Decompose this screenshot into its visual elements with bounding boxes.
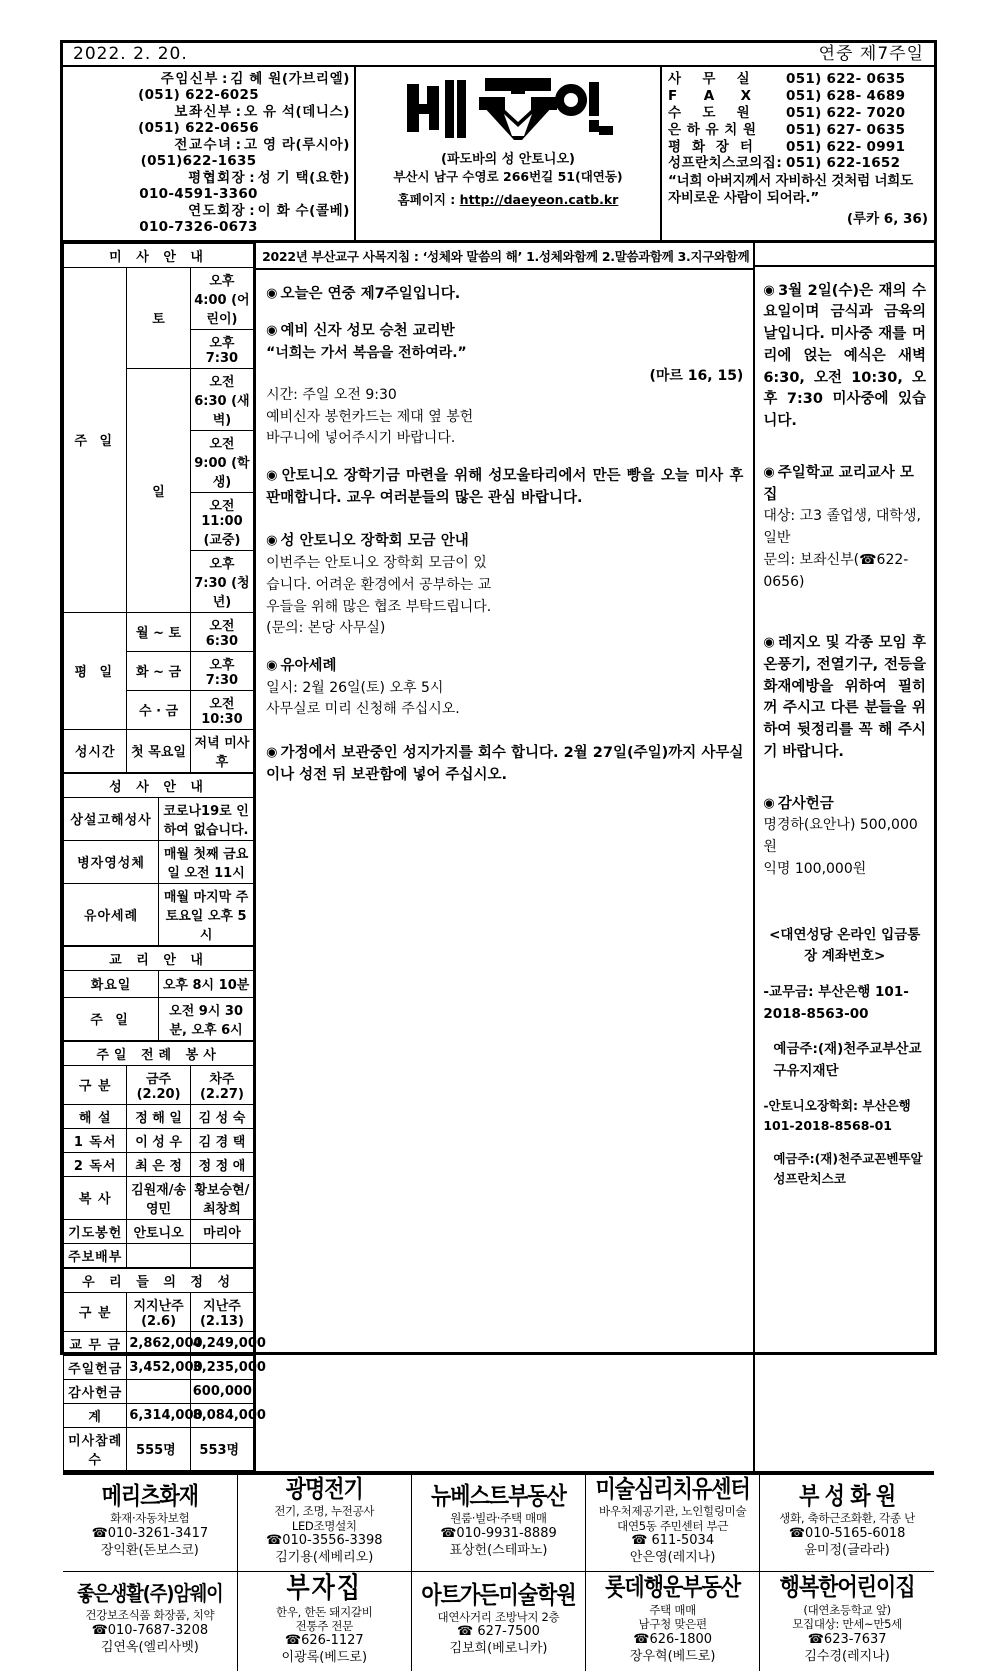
parish-patron: (파도바의 성 안토니오) [441, 152, 575, 167]
mass-weekday-days: 월 ~ 토 [127, 612, 190, 651]
ad-contact-person: 윤미정(글라라) [804, 1542, 890, 1558]
bullet-icon: ◉ [266, 657, 278, 673]
mass-weekday-label: 평 일 [64, 612, 127, 729]
offering-category: 계 [64, 1403, 127, 1427]
staff-phone: (051) 622-6025 [138, 87, 259, 104]
announcement-heading: 3월 2일(수)은 재의 수요일이며 금식과 금육의 날입니다. 미사중 재를 머리에 얹는 예식은 새벽 6:30, 오전 10:30, 오후 7:30 미사중에 있습니다. [763, 282, 926, 430]
holy-hour-time: 저녁 미사 후 [190, 729, 253, 772]
mass-sunday-day-label: 일 [127, 368, 190, 612]
sacrament-label: 상설고해성사 [64, 797, 159, 840]
service-role: 복 사 [64, 1176, 127, 1219]
staff-name: 이 화 수(콜베) [257, 202, 350, 219]
staff-entry: 평협회장 : 성 기 택(요한) 010-4591-3360 [69, 170, 350, 203]
contact-label: 수 도 원 [668, 104, 751, 121]
ad-cell[interactable] [237, 1571, 411, 1671]
mass-time: 오후 7:30 [190, 651, 253, 690]
bullet-icon: ◉ [266, 533, 278, 549]
announcements-column-middle [256, 243, 755, 1471]
schedule-column [63, 243, 266, 1471]
staff-phone: 010-7326-0673 [139, 219, 258, 236]
staff-name: 성 기 택(요한) [257, 169, 350, 186]
announcement-line: 예비신자 봉헌카드는 제대 옆 봉헌 [266, 408, 474, 425]
ad-cell[interactable] [760, 1474, 934, 1571]
announcement-item [763, 463, 926, 593]
bank-account-title: <대연성당 온라인 입금통장 계좌번호> [769, 926, 921, 965]
ad-phone: ☎010-9931-8889 [440, 1525, 557, 1541]
mass-time: 오전 6:30 [190, 612, 253, 651]
offering-amount-prev2 [127, 1379, 190, 1403]
ad-contact-person: 김연옥(엘리사벳) [100, 1639, 199, 1655]
announcement-item [763, 633, 926, 764]
offering-amount-prev1: 600,000 [190, 1379, 253, 1403]
announcement-item [266, 656, 743, 721]
staff-entry: 연도회장 : 이 화 수(콜베) 010-7326-0673 [69, 203, 350, 236]
advertisement-section [63, 1471, 934, 1671]
offering-category: 교 무 금 [64, 1331, 127, 1355]
announcement-line: (문의: 본당 사무실) [266, 620, 386, 637]
offering-col-header: 지난주(2.13) [190, 1292, 253, 1331]
catechism-value: 오후 8시 10분 [159, 970, 254, 997]
parish-address: 부산시 남구 수영로 266번길 51(대연동) [393, 168, 623, 184]
mass-time: 오후 4:00 (어린이) [190, 267, 253, 329]
ad-cell[interactable] [411, 1474, 585, 1571]
ad-contact-person: 장우혁(베드로) [629, 1648, 716, 1664]
ad-contact-person: 김기용(세베리오) [275, 1549, 374, 1565]
mass-time: 오후 7:30 [190, 329, 253, 368]
parish-identity-block [356, 67, 662, 240]
ad-cell[interactable] [63, 1571, 237, 1671]
staff-role: 평협회장 [188, 169, 247, 186]
service-role: 해 설 [64, 1104, 127, 1128]
bullet-icon: ◉ [266, 467, 279, 483]
announcement-item [266, 531, 743, 640]
service-table-title: 주일 전례 봉사 [64, 1041, 254, 1065]
ad-business-name: 메리츠화재 [101, 1481, 199, 1510]
announcement-line: 문의: 보좌신부(☎622-0656) [763, 551, 909, 590]
contact-entry [668, 122, 928, 139]
offering-amount-prev2: 3,452,000 [127, 1355, 190, 1379]
ad-contact-person: 김수경(레지나) [804, 1648, 890, 1664]
staff-phone: 010-4591-3360 [139, 186, 258, 203]
announcement-item [266, 466, 743, 510]
ad-phone: ☎ 611-5034 [631, 1532, 715, 1548]
mass-time: 오전 11:00 (교중) [190, 492, 253, 550]
offering-amount-prev1: 3,235,000 [190, 1355, 253, 1379]
offering-table [63, 1268, 266, 1471]
announcement-line: 일시: 2월 26일(토) 오후 5시 [266, 679, 444, 696]
ad-description: 생화, 축하근조화환, 각종 난 [779, 1511, 915, 1526]
bulletin-body [63, 243, 934, 1471]
service-this-week: 김원재/송영민 [127, 1176, 190, 1219]
contact-label: 평 화 장 터 [668, 138, 754, 155]
homepage-label: 홈페이지 : [397, 192, 456, 208]
bullet-icon: ◉ [763, 282, 776, 298]
scripture-reference: (루카 6, 36) [846, 211, 928, 227]
announcement-line: 습니다. 어려운 환경에서 공부하는 교 [266, 576, 492, 593]
ad-description: 바우처제공기관, 노인힐링미술 [599, 1504, 747, 1519]
announcement-heading: 예비 신자 성모 승천 교리반 [280, 323, 455, 340]
masthead [63, 67, 934, 243]
ad-description: 한우, 한돈 돼지갈비 [276, 1604, 373, 1619]
mass-time: 오전 10:30 [190, 690, 253, 729]
holy-hour-label: 성시간 [64, 729, 127, 772]
offering-category: 감사헌금 [64, 1379, 127, 1403]
advertisement-grid [63, 1474, 934, 1671]
announcement-quote: “너희는 가서 복음을 전하여라.” [266, 345, 467, 362]
announcement-quote-ref: (마르 16, 15) [649, 367, 744, 384]
attendance-prev2: 555명 [127, 1427, 190, 1470]
ad-phone: ☎ 627-7500 [457, 1624, 540, 1640]
scripture-verse: “너희 아버지께서 자비하신 것처럼 너희도 자비로운 사람이 되어라.” [668, 173, 913, 207]
announcement-line: 바구니에 넣어주시기 바랍니다. [266, 430, 456, 447]
ad-cell[interactable] [411, 1571, 585, 1671]
service-this-week [127, 1243, 190, 1267]
ad-cell[interactable] [237, 1474, 411, 1571]
service-next-week [190, 1243, 253, 1267]
staff-name: 오 유 석(데니스) [244, 103, 350, 120]
ad-business-name: 뉴베스트부동산 [430, 1481, 566, 1510]
ad-cell[interactable] [760, 1571, 934, 1671]
ad-description: 화재·자동차보험 [110, 1511, 190, 1526]
service-next-week: 정 정 애 [190, 1152, 253, 1176]
service-role: 1 독서 [64, 1128, 127, 1152]
service-this-week: 안토니오 [127, 1219, 190, 1243]
ad-cell[interactable] [63, 1474, 237, 1571]
ad-business-name: 광명전기 [285, 1474, 363, 1503]
announcement-heading: 유아세례 [280, 657, 337, 674]
bullet-icon: ◉ [763, 795, 775, 811]
ad-description: (대연초등학교 앞) [803, 1602, 891, 1617]
announcement-heading: 안토니오 장학기금 마련을 위해 성모울타리에서 만든 빵을 오늘 미사 후 판매합니다. 교우 여러분들의 많은 관심 바랍니다. [266, 467, 744, 506]
ad-business-name: 부 성 화 원 [799, 1481, 896, 1510]
sacrament-label: 유아세례 [64, 883, 159, 945]
ad-phone: ☎626-1800 [633, 1631, 713, 1647]
ad-contact-person: 표상헌(스테파노) [449, 1542, 548, 1558]
office-contact-block [662, 67, 934, 240]
mass-sunday-label: 주 일 [64, 267, 127, 612]
service-next-week: 김 성 숙 [190, 1104, 253, 1128]
contact-label: 은 하 유 치 원 [668, 121, 757, 138]
sacrament-value: 매월 첫째 금요일 오전 11시 [159, 840, 254, 883]
ad-row [63, 1474, 934, 1571]
contact-value: 051) 628- 4689 [786, 87, 906, 104]
offering-category: 주일헌금 [64, 1355, 127, 1379]
ad-business-name: 부자집 [286, 1571, 363, 1604]
staff-contact-block [63, 67, 356, 240]
mass-saturday-label: 토 [127, 267, 190, 368]
ad-phone: ☎010-7687-3208 [91, 1622, 209, 1638]
service-col-header: 구 분 [64, 1065, 127, 1104]
offering-table-title: 우 리 들 의 정 성 [64, 1268, 254, 1292]
offering-col-header: 구 분 [64, 1292, 127, 1331]
ad-business-name: 좋은생활(주)암웨이 [77, 1582, 223, 1607]
directive-spacer [755, 243, 934, 267]
contact-label: 성프란치스코의집: [668, 155, 783, 172]
ad-business-name: 아트가든미술학원 [421, 1580, 576, 1609]
bank-account-block [763, 925, 926, 1190]
ad-phone: ☎010-5165-6018 [788, 1525, 906, 1541]
contact-value: 051) 622- 0991 [786, 138, 906, 155]
contact-value: 051) 627- 0635 [786, 121, 906, 138]
homepage-link[interactable]: http://daeyeon.catb.kr [459, 192, 619, 208]
liturgical-season: 연중 제7주일 [818, 44, 924, 64]
holy-hour-day: 첫 목요일 [127, 729, 190, 772]
staff-entry: 보좌신부 : 오 유 석(데니스) (051) 622-0656 [69, 104, 350, 137]
offering-col-header: 지지난주(2.6) [127, 1292, 190, 1331]
announcement-item [763, 281, 926, 433]
catechism-value: 오전 9시 30분, 오후 6시 [159, 997, 254, 1040]
issue-date: 2022. 2. 20. [73, 44, 188, 64]
mass-time: 오전 6:30 (새벽) [190, 368, 253, 430]
ad-contact-person: 안은영(레지나) [629, 1549, 716, 1565]
ad-phone: ☎010-3261-3417 [91, 1525, 209, 1541]
ad-contact-person: 장익환(돈보스코) [100, 1542, 199, 1558]
announcement-item [266, 321, 743, 450]
announcement-item [763, 794, 926, 881]
staff-phone: (051) 622-0656 [138, 120, 259, 137]
parish-logo-daeyeon [360, 69, 656, 151]
ad-business-name: 행복한어린이집 [779, 1573, 915, 1602]
contact-entry [668, 155, 928, 172]
catechism-table [63, 946, 254, 1041]
contact-entry [668, 71, 928, 88]
ad-description: LED조명설치 [291, 1518, 357, 1533]
ad-phone: ☎626-1127 [284, 1633, 364, 1649]
announcement-heading: 성 안토니오 장학회 모금 안내 [280, 533, 469, 550]
staff-role: 전교수녀 [174, 136, 233, 153]
ad-cell[interactable] [586, 1474, 760, 1571]
ad-description: 모집대상: 만세~만5세 [792, 1617, 902, 1632]
service-role: 주보배부 [64, 1243, 127, 1267]
ad-phone: ☎623-7637 [807, 1631, 887, 1647]
announcement-line: 사무실로 미리 신청해 주십시오. [266, 701, 460, 718]
service-col-header: 차주(2.27) [190, 1065, 253, 1104]
ad-contact-person: 김보희(베로니카) [449, 1641, 548, 1657]
service-role: 2 독서 [64, 1152, 127, 1176]
bank-account-line: 예금주:(재)천주교꼰벤뚜알성프란치스코 [773, 1151, 923, 1187]
announcement-heading: 감사헌금 [777, 795, 834, 812]
ad-business-name: 롯데행운부동산 [605, 1573, 741, 1602]
bank-account-line: -안토니오장학회: 부산은행 101-2018-8568-01 [763, 1098, 911, 1134]
catechism-label: 화요일 [64, 970, 159, 997]
ad-description: 전기, 조명, 누전공사 [274, 1504, 375, 1519]
service-next-week: 마리아 [190, 1219, 253, 1243]
mass-weekday-days: 수 · 금 [127, 690, 190, 729]
staff-role: 보좌신부 [174, 103, 233, 120]
ad-phone: ☎010-3556-3398 [266, 1532, 383, 1548]
contact-value: 051) 622-1652 [786, 155, 901, 172]
service-role: 기도봉헌 [64, 1219, 127, 1243]
sacrament-label: 병자영성체 [64, 840, 159, 883]
ad-description: 대연사거리 조방낙지 2층 [437, 1610, 560, 1625]
announcement-line: 이번주는 안토니오 장학회 모금이 있 [266, 555, 487, 572]
donor-line: 명경하(요안나) 500,000원 [763, 817, 918, 856]
top-bar [63, 43, 934, 67]
service-col-header: 금주(2.20) [127, 1065, 190, 1104]
offering-amount-prev2: 6,314,000 [127, 1403, 190, 1427]
mass-time: 오전 9:00 (학생) [190, 430, 253, 492]
service-this-week: 정 해 일 [127, 1104, 190, 1128]
contact-entry [668, 88, 928, 105]
bank-account-line: 예금주:(재)천주교부산교구유지재단 [773, 1040, 922, 1079]
staff-role: 연도회장 [188, 202, 247, 219]
liturgical-service-table [63, 1041, 254, 1268]
contact-label: F A X [668, 87, 752, 104]
bulletin-frame [60, 40, 937, 1666]
attendance-prev1: 553명 [190, 1427, 253, 1470]
staff-entry: 주임신부 : 김 혜 원(가브리엘) (051) 622-6025 [69, 71, 350, 104]
bullet-icon: ◉ [266, 323, 278, 339]
staff-entry: 전교수녀 : 고 영 라(루시아) (051)622-1635 [69, 137, 350, 170]
mass-time: 오후 7:30 (청년) [190, 550, 253, 612]
donor-line: 익명 100,000원 [763, 860, 867, 877]
offering-category: 미사참례수 [64, 1427, 127, 1470]
ad-description: 주택 매매 [649, 1602, 696, 1617]
bullet-icon: ◉ [763, 464, 775, 480]
announcement-line: 시간: 주일 오전 9:30 [266, 386, 397, 403]
contact-entry [668, 105, 928, 122]
staff-phone: (051)622-1635 [140, 153, 257, 170]
announcements-column-right [755, 243, 934, 1471]
service-this-week: 이 성 우 [127, 1128, 190, 1152]
announcement-heading: 레지오 및 각종 모임 후 온풍기, 전열기구, 전등을 화재예방을 위하여 필히 꺼 주시고 다른 분들을 위하여 뒷정리를 꼭 해 주시기 바랍니다. [763, 635, 927, 760]
ad-description: 전통주 전문 [295, 1618, 353, 1633]
contact-entry [668, 139, 928, 156]
announcement-heading: 주일학교 교리교사 모집 [763, 464, 914, 503]
contact-value: 051) 622- 0635 [786, 71, 906, 87]
ad-description: 남구청 맞은편 [638, 1617, 707, 1632]
homepage-row [360, 190, 656, 208]
bullet-icon: ◉ [763, 635, 776, 651]
announcement-line: 대상: 고3 졸업생, 대학생, 일반 [763, 508, 921, 547]
contact-label: 사 무 실 [668, 71, 751, 87]
service-next-week: 황보승현/최창희 [190, 1176, 253, 1219]
offering-amount-prev1: 4,249,000 [190, 1331, 253, 1355]
contact-value: 051) 622- 7020 [786, 104, 906, 121]
service-this-week: 최 은 정 [127, 1152, 190, 1176]
catechism-label: 주 일 [64, 997, 159, 1040]
ad-business-name: 미술심리치유센터 [595, 1474, 750, 1503]
staff-name: 고 영 라(루시아) [244, 136, 350, 153]
mass-schedule-table [63, 243, 254, 773]
announcement-item [266, 284, 743, 306]
mass-weekday-days: 화 ~ 금 [127, 651, 190, 690]
ad-contact-person: 이광록(베드로) [281, 1650, 368, 1666]
sacrament-table [63, 773, 254, 946]
bullet-icon: ◉ [266, 285, 278, 301]
ad-description: 대연5동 주민센터 부근 [617, 1518, 729, 1533]
sacrament-value: 코로나19로 인하여 없습니다. [159, 797, 254, 840]
mass-table-title: 미 사 안 내 [64, 243, 254, 267]
announcement-line: 우들을 위해 많은 협조 부탁드립니다. [266, 598, 492, 615]
bullet-icon: ◉ [266, 745, 278, 761]
service-next-week: 김 경 택 [190, 1128, 253, 1152]
bank-account-line: -교무금: 부산은행 101-2018-8563-00 [763, 983, 909, 1022]
staff-role: 주임신부 [160, 71, 219, 87]
sacrament-value: 매월 마지막 주 토요일 오후 5시 [159, 883, 254, 945]
diocesan-directive: 2022년 부산교구 사목지침 : ‘성체와 말씀의 해’ 1.성체와함께 2.말씀과함께 3.지구와함께 [256, 243, 753, 270]
announcement-item [266, 743, 743, 787]
ad-description: 건강보조식품 화장품, 치약 [85, 1608, 215, 1623]
catechism-table-title: 교 리 안 내 [64, 946, 254, 970]
offering-amount-prev2: 2,862,000 [127, 1331, 190, 1355]
ad-cell[interactable] [586, 1571, 760, 1671]
ad-row [63, 1571, 934, 1671]
sacrament-table-title: 성 사 안 내 [64, 773, 254, 797]
staff-name: 김 혜 원(가브리엘) [230, 71, 350, 87]
ad-description: 원룸·빌라·주택 매매 [450, 1511, 547, 1526]
offering-amount-prev1: 8,084,000 [190, 1403, 253, 1427]
announcement-heading: 오늘은 연중 제7주일입니다. [280, 285, 461, 302]
announcement-heading: 가정에서 보관중인 성지가지를 회수 합니다. 2월 27일(주일)까지 사무실이나 성전 뒤 보관함에 넣어 주십시오. [266, 745, 744, 783]
